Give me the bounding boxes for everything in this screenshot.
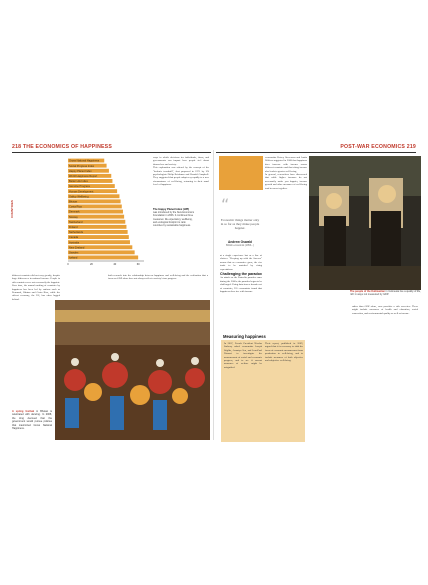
right-photo-caption [350,290,422,296]
right-running-title: POST-WAR ECONOMICS [340,144,406,150]
right-photo-caption-label: The people of the Kalimantan [350,290,385,293]
left-bottom-para: both research into the relationship between happiness and well-being and the realization that a focus on GDP alone does not always reflect a society's true progress. [108,274,208,281]
chart-category-label: Happy Planet Index [69,169,92,173]
right-col-para2: In general, researchers have discovered that while higher incomes do not necessarily make you happier, income growth and other measures of well-being tend to move together. [265,173,307,190]
chart-bar [68,256,138,260]
mid-right-para2: An attack on the Easterlin paradox came during the 2000s; the paradox began to be challenged. Using data from a broader set of countries, US economists found that happiness does rise with income. [220,276,263,294]
measuring-box-text-2 [265,342,303,362]
right-bottom-para: rather than GDP alone, now provides a rich overview. These might include measures of health and education, social connection, and environmental quality as well as income. [352,305,418,315]
right-bottom-column [352,305,418,315]
chart-category-label: Gallup Wellbeing [69,195,89,199]
left-running-title: THE ECONOMICS OF HAPPINESS [22,144,112,150]
chart-category-label: Iceland [69,256,78,260]
left-col2-para: ways in which decisions for individuals, firms, and governments can impact how people feel about themselves and society. [153,156,209,166]
right-page-number: 219 [406,144,416,150]
pull-quote-text: Economic things matter only in so far as they make people happier. [220,218,260,231]
chart-category-label: Netherlands [69,231,83,235]
chart-category-label: Bhutan [69,200,78,204]
pull-quote-author: Andrew Oswald [228,240,252,244]
right-col-para: economists Betsey Stevenson and Justin Wolfers suggested in 2008 that happiness does increase with income across different countries and that rising income also leads to greater well-being. [265,156,307,173]
chart-svg [10,156,150,271]
chart-category-label: Finland [69,225,78,229]
chart-category-label: Genuine Progress [69,185,90,189]
chart-x-tick-label: 60 [136,263,140,266]
measuring-box-para2: Their report, published in 2009, argued that it is necessary to shift the focus of economic measurement from production to well-being, and to include measures of both objective and subjective well-being. [265,342,303,363]
chart-category-label: Canada [69,236,79,240]
chart-category-label: Better Life Index [69,180,88,184]
chart-category-label: Norway [69,215,78,219]
left-col2-para2: This exploration was offered by the concept of the "hedonic treadmill", first proposed in 1971 by US psychologists Philip Brickman and Donald Campbell. They suggested that people adapt very rapidly to a new circumstance of well-being, returning to their usual level of happiness. [153,166,209,187]
chart-caption-text: was introduced by the New Economics Foundation in 2006. It combines three measures: life expectancy, wellbeing, and ecological footprint to rank countries by sustainable happiness. [153,211,195,228]
chart-caption [153,208,195,227]
left-header-rule [12,152,211,153]
chart-category-label: Australia [69,241,80,245]
right-photo-caption-text: in Indonesia live a quality of life, rich in ways not measured by GDP. [350,290,421,297]
happiness-chart [10,156,150,271]
chart-category-label: Human Development [69,190,94,194]
left-column-1 [12,274,60,301]
mid-right-para: at a single experience but as a line of choices. "Keeping up with the Joneses" means that as economies grow, the rise tends to be matched by rising expectations. [220,254,262,271]
chart-category-label: Social Progress Index [69,164,95,168]
chart-category-label: Denmark [69,210,80,214]
bhutan-festival-photo [55,300,210,440]
measuring-box-title: Measuring happiness [223,334,266,339]
left-page-header [12,144,112,150]
chart-axis-label: COUNTRIES [10,200,14,218]
left-photo-caption-text: in Bhutan is celebrated with dancing. In 2008, the king decreed that the government would pursue policies that maximized Gross National Happiness. [12,410,52,431]
chart-x-tick-label: 40 [113,263,117,266]
right-page-header [340,144,416,150]
chart-category-label: Sweden [69,251,79,255]
chart-category-label: Costa Rica [69,205,82,209]
orange-accent-block [219,156,263,190]
left-col1-para2: Over time, the annual ranking of countries by happiness has been led by nations such as Denmark, Bhutan and Costa Rica, while the richest economy, the US, has often lagged behind. [12,284,60,301]
measuring-box-para: In 2007, French President Nicolas Sarkozy asked economists Joseph Stiglitz, Amartya Sen, and Jean-Paul Fitoussi to investigate the measurement of social and economic progress, and to see if current measures of welfare might be misguided. [224,342,262,369]
chart-category-label: World Happiness Report [69,174,98,178]
pull-quote-role: British economist (1953– ) [226,244,254,247]
left-col1-para: different countries did not vary greatly, despite huge differences in national income. People in rich countries were not necessarily the happiest. [12,274,60,284]
right-column [265,156,307,190]
chart-caption-title: The Happy Planet Index (HPI) [153,208,190,211]
challenging-subhead: Challenging the paradox [220,272,262,277]
chart-x-tick-label: 20 [89,263,93,266]
chart-category-label: Switzerland [69,220,83,224]
left-bottom-column [108,274,208,281]
chart-category-label: New Zealand [69,246,85,250]
left-photo-caption-label: A spring festival [12,410,35,413]
measuring-box-text [224,342,262,369]
left-column-2 [153,156,209,187]
mid-right-column [220,254,262,293]
quote-mark-icon: “ [221,195,230,214]
right-header-rule [216,152,416,153]
left-photo-caption [12,410,52,430]
kalimantan-photo [309,156,421,290]
chart-x-tick-label: 0 [67,263,69,266]
left-page-number: 218 [12,144,22,150]
chart-category-label: Gross National Happiness [69,159,100,163]
page-gutter [213,150,214,440]
